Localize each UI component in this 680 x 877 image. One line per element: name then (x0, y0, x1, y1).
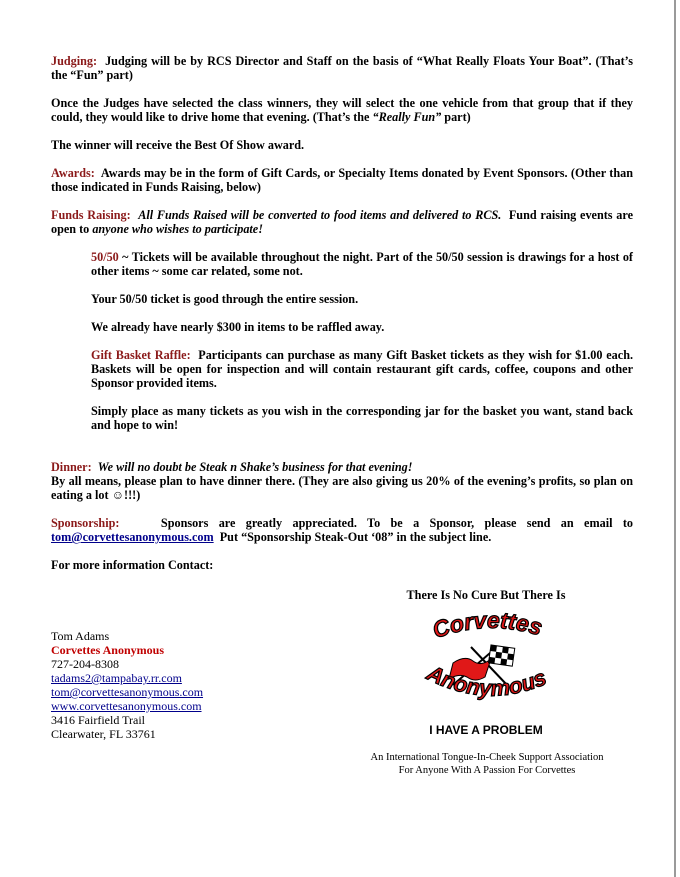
sponsorship-paragraph: Sponsorship: Sponsors are greatly appreciated. To be a Sponsor, please send an email to tom@corvettesanonymous.com Put “Sponsorship Steak-Out ‘08” in the subject line. (51, 516, 634, 544)
contact-email-2[interactable]: tom@corvettesanonymous.com (51, 685, 204, 699)
judging-label: Judging: (51, 54, 98, 68)
tickets-jar-paragraph: Simply place as many tickets as you wish in the corresponding jar for the basket you want, stand back and hope to win! (91, 404, 633, 432)
logo-slogan: I HAVE A PROBLEM (429, 723, 543, 737)
dinner-paragraph: By all means, please plan to have dinner there. (They are also giving us 20% of the evening’s profits, so plan on eating a lot ☺!!!) (51, 474, 633, 502)
contact-block (51, 629, 203, 741)
fifty-fifty-paragraph: 50/50 ~ Tickets will be available throughout the night. Part of the 50/50 session is drawings for a host of other items ~ some car related, some not. (91, 250, 633, 278)
gift-basket-label: Gift Basket Raffle: (91, 348, 191, 362)
corvettes-anonymous-logo (395, 603, 578, 740)
awards-label: Awards: (51, 166, 95, 180)
contact-street: 3416 Fairfield Trail (51, 713, 146, 727)
gift-basket-paragraph: Gift Basket Raffle: Participants can purchase as many Gift Basket tickets as they wish for $1.00 each. Baskets will be open for inspection and will contain restaurant gift cards, coffee, coupons and other Sponsor provided items. (91, 348, 634, 390)
judging-paragraph: Judging: Judging will be by RCS Director and Staff on the basis of “What Really Floats Your Boat”. (That’s the “Fun” part) (51, 54, 633, 82)
sponsor-email-link[interactable]: tom@corvettesanonymous.com (51, 530, 214, 544)
tagline: An International Tongue-In-Cheek Support Association For Anyone With A Passion For Corvettes (370, 752, 604, 776)
contact-email-1[interactable]: tadams2@tampabay.rr.com (51, 671, 182, 685)
judges-paragraph: Once the Judges have selected the class winners, they will select the one vehicle from that group that if they could, they would like to drive home that evening. (That’s the “Really Fun” part) (51, 96, 633, 124)
document-body (51, 54, 633, 572)
funds-label: Funds Raising: (51, 208, 131, 222)
sponsorship-label: Sponsorship: (51, 516, 120, 530)
dinner-label: Dinner: (51, 460, 92, 474)
contact-phone: 727-204-8308 (51, 657, 119, 671)
dinner-heading: Dinner: We will no doubt be Steak n Shake’s business for that evening! (51, 460, 413, 474)
funds-paragraph: Funds Raising: All Funds Raised will be converted to food items and delivered to RCS. Fund raising events are open to anyone who wishes to participate! (51, 208, 634, 236)
awards-paragraph: Awards: Awards may be in the form of Gift Cards, or Specialty Items donated by Event Sponsors. (Other than those indicated in Funds Raising, below) (51, 166, 634, 194)
contact-org: Corvettes Anonymous (51, 643, 164, 657)
ticket-paragraph: Your 50/50 ticket is good through the entire session. (91, 292, 359, 306)
fifty-fifty-label: 50/50 (91, 250, 119, 264)
more-info-line: For more information Contact: (51, 558, 214, 572)
contact-name: Tom Adams (51, 629, 110, 643)
contact-website[interactable]: www.corvettesanonymous.com (51, 699, 202, 713)
raffle-items-paragraph: We already have nearly $300 in items to be raffled away. (91, 320, 385, 334)
contact-city: Clearwater, FL 33761 (51, 727, 156, 741)
no-cure-caption: There Is No Cure But There Is (406, 588, 566, 602)
winner-paragraph: The winner will receive the Best Of Show award. (51, 138, 305, 152)
logo-word-bottom: Anonymous (423, 660, 550, 701)
logo-word-top: Corvettes (429, 606, 546, 644)
